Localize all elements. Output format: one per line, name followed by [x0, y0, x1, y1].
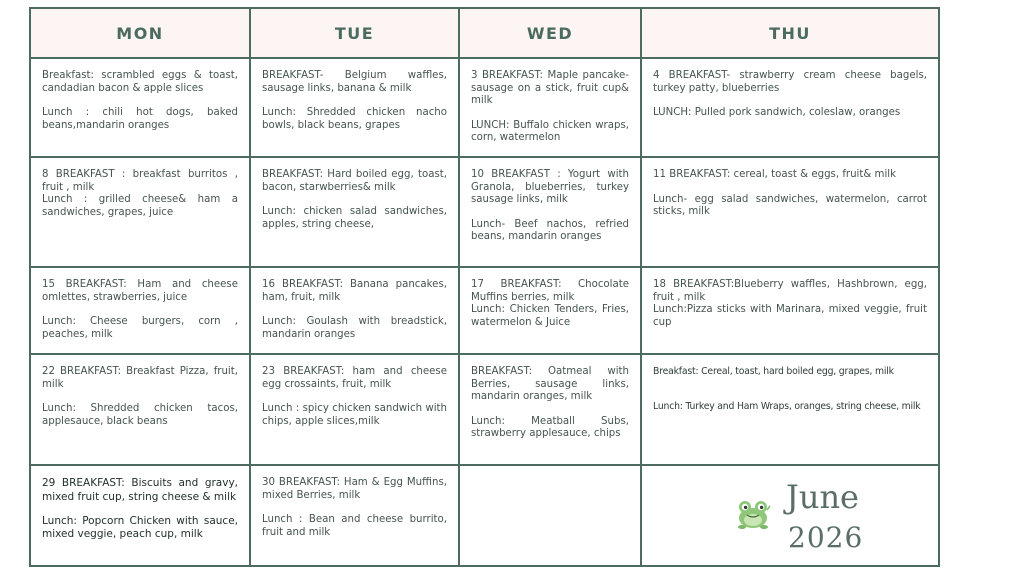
header-row: [30, 8, 939, 58]
lunch-text: Lunch: Goulash with breadstick, mandarin oranges: [262, 316, 447, 340]
lunch-text: Lunch : grilled cheese& ham a sandwiches, grapes, juice: [42, 194, 238, 218]
lunch-text: Lunch- egg salad sandwiches, watermelon, carrot sticks, milk: [653, 193, 927, 217]
lunch-text: Lunch: Shredded chicken nacho bowls, black beans, grapes: [262, 107, 447, 131]
lunch-text: LUNCH: Buffalo chicken wraps, corn, watermelon: [471, 119, 629, 143]
lunch-text: Lunch: Shredded chicken tacos, applesauce, black beans: [42, 403, 238, 427]
week-row: [30, 465, 939, 566]
week-row: [30, 58, 939, 157]
lunch-text: Lunch : chili hot dogs, baked beans,mandarin oranges: [42, 107, 238, 131]
lunch-text: Lunch: Chicken Tenders, Fries, watermelon & Juice: [471, 304, 629, 328]
month-title-cell: [641, 465, 939, 566]
day-cell: [459, 58, 641, 157]
lunch-text: Lunch : spicy chicken sandwich with chips, apple slices,milk: [262, 403, 447, 427]
breakfast-text: BREAKFAST- Belgium waffles, sausage links, banana & milk: [262, 70, 447, 94]
breakfast-text: Breakfast: Cereal, toast, hard boiled egg, grapes, milk: [653, 366, 894, 377]
breakfast-text: 22 BREAKFAST: Breakfast Pizza, fruit, milk: [42, 366, 238, 390]
day-header-mon: MON: [30, 8, 250, 58]
breakfast-text: 4 BREAKFAST- strawberry cream cheese bagels, turkey patty, blueberries: [653, 70, 927, 94]
lunch-text: LUNCH: Pulled pork sandwich, coleslaw, oranges: [653, 107, 901, 118]
breakfast-text: 18 BREAKFAST:Blueberry waffles, Hashbrown, egg, fruit , milk: [653, 279, 927, 303]
day-header-tue: TUE: [250, 8, 459, 58]
breakfast-text: 15 BREAKFAST: Ham and cheese omlettes, strawberries, juice: [42, 279, 238, 303]
lunch-text: Lunch: Meatball Subs, strawberry applesauce, chips: [471, 415, 629, 439]
day-cell: [30, 465, 250, 566]
breakfast-text: 11 BREAKFAST: cereal, toast & eggs, fruit& milk: [653, 169, 897, 180]
day-cell: [250, 157, 459, 267]
day-cell: [30, 157, 250, 267]
day-cell: [30, 267, 250, 354]
day-cell: [459, 354, 641, 465]
day-header-wed: WED: [459, 8, 641, 58]
lunch-menu-calendar: [29, 7, 940, 567]
lunch-text: Lunch:Pizza sticks with Marinara, mixed veggie, fruit cup: [653, 304, 927, 328]
day-cell: [250, 267, 459, 354]
day-cell: [459, 267, 641, 354]
breakfast-text: 8 BREAKFAST : breakfast burritos , fruit , milk: [42, 169, 238, 193]
week-row: [30, 267, 939, 354]
week-row: [30, 157, 939, 267]
breakfast-text: 17 BREAKFAST: Chocolate Muffins berries, milk: [471, 279, 629, 303]
breakfast-text: 29 BREAKFAST: Biscuits and gravy, mixed fruit cup, string cheese & milk: [42, 477, 238, 503]
month-name: June: [786, 478, 859, 516]
lunch-text: Lunch : Bean and cheese burrito, fruit and milk: [262, 514, 447, 538]
week-row: [30, 354, 939, 465]
breakfast-text: 3 BREAKFAST: Maple pancake- sausage on a stick, fruit cup& milk: [471, 70, 629, 106]
day-cell: [30, 354, 250, 465]
breakfast-text: BREAKFAST: Hard boiled egg, toast, bacon, starwberries& milk: [262, 169, 447, 193]
lunch-text: Lunch: Turkey and Ham Wraps, oranges, string cheese, milk: [653, 400, 921, 412]
lunch-text: Lunch: Popcorn Chicken with sauce, mixed veggie, peach cup, milk: [42, 514, 238, 541]
breakfast-text: 10 BREAKFAST : Yogurt with Granola, blueberries, turkey sausage links, milk: [471, 169, 629, 205]
day-cell: [250, 354, 459, 465]
breakfast-text: 16 BREAKFAST: Banana pancakes, ham, fruit, milk: [262, 279, 447, 303]
breakfast-text: Breakfast: scrambled eggs & toast, candadian bacon & apple slices: [42, 70, 238, 94]
day-cell: [641, 157, 939, 267]
day-cell: [641, 267, 939, 354]
day-cell: [250, 58, 459, 157]
day-cell: [250, 465, 459, 566]
frog-icon: [734, 496, 772, 530]
breakfast-text: 30 BREAKFAST: Ham & Egg Muffins, mixed Berries, milk: [262, 477, 447, 501]
day-header-thu: THU: [641, 8, 939, 58]
day-cell: [641, 58, 939, 157]
day-cell: [30, 58, 250, 157]
breakfast-text: 23 BREAKFAST: ham and cheese egg crossaints, fruit, milk: [262, 366, 447, 390]
lunch-text: Lunch: chicken salad sandwiches, apples, string cheese,: [262, 206, 447, 230]
lunch-text: Lunch- Beef nachos, refried beans, mandarin oranges: [471, 218, 629, 242]
lunch-text: Lunch: Cheese burgers, corn , peaches, milk: [42, 316, 238, 340]
empty-day-cell: [459, 465, 641, 566]
breakfast-text: BREAKFAST: Oatmeal with Berries, sausage links, mandarin oranges, milk: [471, 366, 629, 402]
month-year: 2026: [788, 521, 864, 554]
day-cell: [641, 354, 939, 465]
day-cell: [459, 157, 641, 267]
